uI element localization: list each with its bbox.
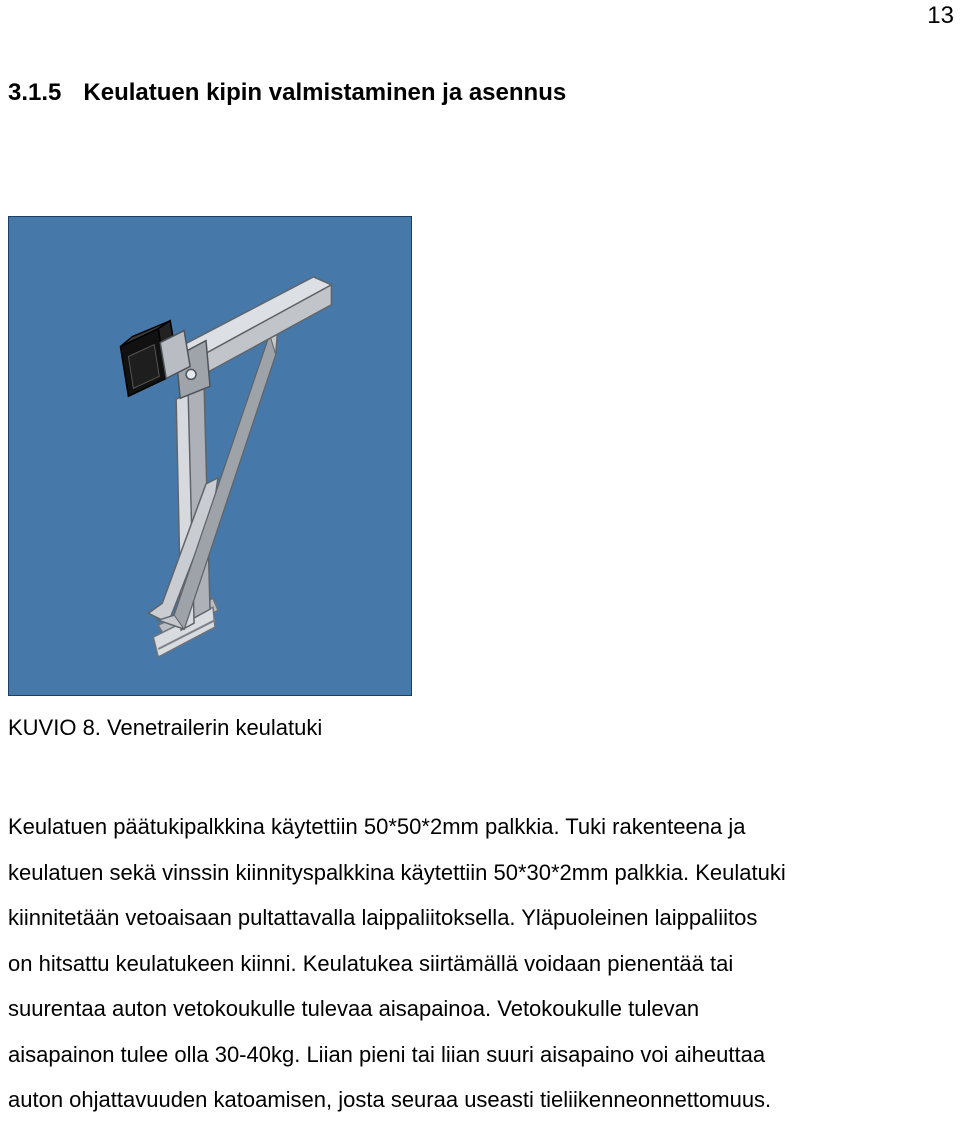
section-number: 3.1.5 xyxy=(8,79,62,106)
section-title: Keulatuen kipin valmistaminen ja asennus xyxy=(83,79,567,106)
bow-support-figure xyxy=(8,216,412,696)
paragraph-line: suurentaa auton vetokoukulle tulevaa aisapainoa. Vetokoukulle tulevan xyxy=(8,996,700,1021)
section-heading xyxy=(8,78,566,108)
figure-caption: KUVIO 8. Venetrailerin keulatuki xyxy=(8,715,323,740)
paragraph-line: kiinnitetään vetoaisaan pultattavalla laippaliitoksella. Yläpuoleinen laippaliitos xyxy=(8,905,758,930)
paragraph-line: auton ohjattavuuden katoamisen, josta seuraa useasti tieliikenneonnettomuus. xyxy=(8,1087,772,1112)
paragraph-line: keulatuen sekä vinssin kiinnityspalkkina käytettiin 50*30*2mm palkkia. Keulatuki xyxy=(8,859,786,885)
paragraph-line: aisapainon tulee olla 30-40kg. Liian pieni tai liian suuri aisapaino voi aiheuttaa xyxy=(8,1041,766,1067)
body-paragraph xyxy=(8,804,958,1123)
page-number: 13 xyxy=(927,2,954,29)
paragraph-line: Keulatuen päätukipalkkina käytettiin 50*50*2mm palkkia. Tuki rakenteena ja xyxy=(8,814,746,839)
paragraph-line: on hitsattu keulatukeen kiinni. Keulatukea siirtämällä voidaan pienentää tai xyxy=(8,950,734,976)
bow-support-illustration xyxy=(9,217,411,695)
